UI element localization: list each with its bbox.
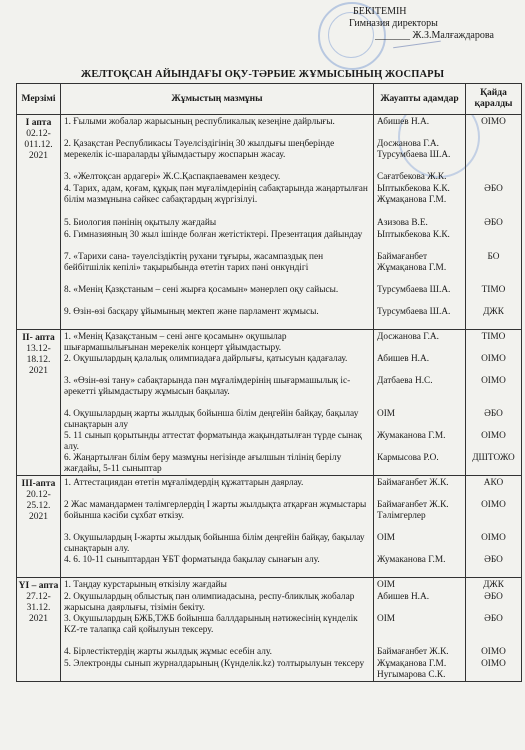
- activity-item: 9. Өзін-өзі басқару ұйымының мектеп және парламент жұмысы.: [64, 307, 319, 317]
- header-content: Жұмыстың мазмұны: [61, 84, 374, 115]
- responsible-item: ОІМ: [377, 409, 396, 419]
- responsible-cell: [374, 330, 466, 476]
- responsible-item: ОІМ: [377, 533, 396, 543]
- period-cell: [17, 115, 61, 330]
- signature-line: _______ Ж.З.Малғаждарова: [375, 30, 494, 41]
- responsible-item: Баймағанбет Жұмақанова Г.М.: [377, 252, 447, 274]
- header-where: Қайда қаралды: [466, 84, 522, 115]
- plan-table: [16, 83, 522, 682]
- content-cell: [61, 330, 374, 476]
- responsible-item: Ыптыкбекова К.К.: [377, 230, 450, 240]
- where-item: [466, 172, 521, 184]
- where-item: ОІМО: [481, 431, 506, 441]
- where-item: ӘБО: [484, 555, 503, 565]
- responsible-cell: [374, 578, 466, 682]
- week-dates: 02.12-011.12. 2021: [24, 129, 53, 161]
- document-title: ЖЕЛТОҚСАН АЙЫНДАҒЫ ОҚУ-ТӘРБИЕ ЖҰМЫСЫНЫҢ ЖОСПАРЫ: [80, 69, 445, 80]
- activity-item: 6. Гимназияның 30 жыл ішінде болған жетістіктері. Презентация дайындау: [64, 230, 363, 240]
- responsible-cell: [374, 476, 466, 578]
- activity-item: 2 Жас мамандармен тәлімгерлердің І жарты жылдықта атқарған жұмыстары бойынша кәсіби сұхбат өткізу.: [64, 500, 367, 522]
- responsible-cell: [374, 115, 466, 330]
- activity-item: 5. 11 сынып қорытынды аттестат форматында жақындатылған түрде сынақ алу.: [64, 431, 362, 453]
- responsible-item: ОІМ: [377, 580, 396, 590]
- approve-label: БЕКІТЕМІН: [353, 6, 407, 17]
- table-row: [17, 115, 522, 330]
- responsible-item: Досжанова Г.А. Турсумбаева Ш.А.: [377, 139, 451, 161]
- responsible-item: Турсумбаева Ш.А.: [377, 285, 451, 295]
- table-row: [17, 330, 522, 476]
- activity-item: 8. «Менің Қазқстаным – сені жырға қосамын» мәнерлеп оқу сайысы.: [64, 285, 339, 295]
- responsible-item: Баймағанбет Ж.К. Тәлімгерлер: [377, 500, 449, 522]
- header-responsible: Жауапты адамдар: [374, 84, 466, 115]
- where-item: ТІМО: [481, 332, 506, 342]
- where-cell: [466, 115, 522, 330]
- table-row: [17, 578, 522, 682]
- where-item: АКО: [483, 478, 504, 488]
- week-name: ІІІ-апта: [21, 479, 56, 489]
- responsible-item: Абишев Н.А.: [377, 592, 430, 602]
- week-dates: 13.12-18.12. 2021: [26, 344, 51, 376]
- activity-item: 4. Тарих, адам, қоғам, құқық пән мұғалімдерінің сабақтарында жаңартылған білім мазмұнына сәйкес сабақтардың жүргізілуі.: [64, 184, 368, 206]
- period-cell: [17, 330, 61, 476]
- activity-item: 7. «Тарихи сана- тәуелсіздіктің рухани тұғыры, жасампаздық пен бейбітшілік кепілі» тақырыбында өтетін тарих пәні онкүндігі: [64, 252, 324, 274]
- responsible-item: Жумаканова Г.М.: [377, 555, 446, 565]
- activity-item: 3. Оқушылардың І-жарты жылдық бойынша білім деңгейін байқау, бақылау сынақтарын алу.: [64, 533, 365, 555]
- content-cell: [61, 578, 374, 682]
- position-label: Гимназия директоры: [349, 18, 438, 29]
- responsible-item: Кармысова Р.О.: [377, 453, 439, 463]
- where-item: [466, 139, 521, 172]
- where-item: ДЖК: [483, 307, 504, 317]
- where-cell: [466, 578, 522, 682]
- where-item: ӘБО: [484, 592, 503, 602]
- where-item: ӘБО: [484, 184, 503, 194]
- responsible-item: Абишев Н.А.: [377, 117, 430, 127]
- activity-item: 4. 6. 10-11 сыныптардан ҰБТ форматында бақылау сынағын алу.: [64, 555, 320, 565]
- activity-item: 2. Қазақстан Республикасы Тәуелсіздігінің 30 жылдығы шеңберінде мерекелік іс-шараларды ұйымдастыру жоспарын жасау.: [64, 139, 335, 161]
- responsible-item: Жумаканова Г.М.: [377, 431, 446, 441]
- where-item: ӘБО: [484, 614, 503, 624]
- activity-item: 5. Электронды сынып журналдарының (Күнделік.kz) толтырылуын тексеру: [64, 659, 365, 669]
- where-item: [466, 230, 521, 252]
- activity-item: 6. Жаңартылған білім беру мазмұны негізінде ағылшын тілінің берілу жағдайы, 5-11 сыныптар: [64, 453, 342, 475]
- responsible-item: Баймағанбет Ж.К.: [377, 647, 449, 657]
- responsible-item: Досжанова Г.А.: [377, 332, 439, 342]
- activity-item: 5. Биология пәнінің оқытылу жағдайы: [64, 218, 217, 228]
- responsible-item: Ыптыкбекова К.К. Жұмақанова Г.М.: [377, 184, 450, 206]
- activity-item: 1. Таңдау курстарының өткізілу жағдайы: [64, 580, 227, 590]
- activity-item: 3. «Өзін-өзі тану» сабақтарында пән мұғалімдерінің шығармашылық іс-әрекетті ұйымдастыру жұмысын бақылау.: [64, 376, 351, 398]
- where-cell: [466, 476, 522, 578]
- activity-item: 1. Ғылыми жобалар жарысының республикалық кезеңіне дайрлығы.: [64, 117, 335, 127]
- where-item: ӘБО: [484, 218, 503, 228]
- period-cell: [17, 578, 61, 682]
- where-item: ӘБО: [484, 409, 503, 419]
- activity-item: 4. Оқушылардың жарты жылдық бойынша білім деңгейін байқау, бақылау сынақтарын алу: [64, 409, 359, 431]
- week-name: ҮІ – апта: [18, 581, 59, 591]
- responsible-item: Азизова В.Е.: [377, 218, 428, 228]
- week-dates: 27.12-31.12. 2021: [26, 592, 51, 624]
- where-item: ОІМО: [481, 500, 506, 510]
- week-dates: 20.12-25.12. 2021: [26, 490, 51, 522]
- period-cell: [17, 476, 61, 578]
- responsible-item: Датбаева Н.С.: [377, 376, 433, 386]
- content-cell: [61, 115, 374, 330]
- week-name: ІІ- апта: [22, 333, 55, 343]
- activity-item: 3. «Желтоқсан ардагері» Ж.С.Қаспақпаевамен кездесу.: [64, 172, 281, 182]
- activity-item: 2. Оқушылардың қалалық олимпиадаға дайрлығы, қатысуын қадағалау.: [64, 354, 348, 364]
- responsible-item: Сағатбекова Ж.К.: [377, 172, 447, 182]
- week-name: І апта: [25, 118, 52, 128]
- where-item: ОІМО: [481, 647, 506, 657]
- responsible-item: Турсумбаева Ш.А.: [377, 307, 451, 317]
- activity-item: 2. Оқушылардың облыстық пән олимпиадасына, респу-бликлық жобалар жарысына даярлығы, тізімін бекіту.: [64, 592, 355, 614]
- activity-item: 1. Аттестациядан өтетін мұғалімдердің құжаттарын даярлау.: [64, 478, 304, 488]
- responsible-item: Баймағанбет Ж.К.: [377, 478, 449, 488]
- activity-item: 1. «Менің Қазақстаным – сені әнге қосамын» оқушылар шығармашылығынан мерекелік концерт ұйымдастыру.: [64, 332, 287, 354]
- approval-block: [335, 6, 520, 42]
- where-item: ДШТОЖО: [472, 453, 515, 463]
- where-item: ДЖК: [483, 580, 504, 590]
- where-item: ОІМО: [481, 533, 506, 543]
- table-header-row: [17, 84, 522, 115]
- where-item: ОІМО: [481, 659, 506, 669]
- table-row: [17, 476, 522, 578]
- where-item: БО: [487, 252, 500, 262]
- responsible-item: Абишев Н.А.: [377, 354, 430, 364]
- where-item: ОІМО: [481, 376, 506, 386]
- content-cell: [61, 476, 374, 578]
- responsible-item: Жұмақанова Г.М. Нугымарова С.К.: [377, 659, 447, 681]
- where-cell: [466, 330, 522, 476]
- activity-item: 3. Оқушылардың БЖБ,ТЖБ бойынша баллдарының нәтижесінің күнделік KZ-те талапқа сай қойылуын тексеру.: [64, 614, 358, 636]
- where-item: ТІМО: [481, 285, 506, 295]
- where-item: ОІМО: [481, 117, 506, 127]
- where-item: ОІМО: [481, 354, 506, 364]
- activity-item: 4. Бірлестіктердің жарты жылдық жұмыс есебін алу.: [64, 647, 272, 657]
- header-period: Мерзімі: [17, 84, 61, 115]
- responsible-item: ОІМ: [377, 614, 396, 624]
